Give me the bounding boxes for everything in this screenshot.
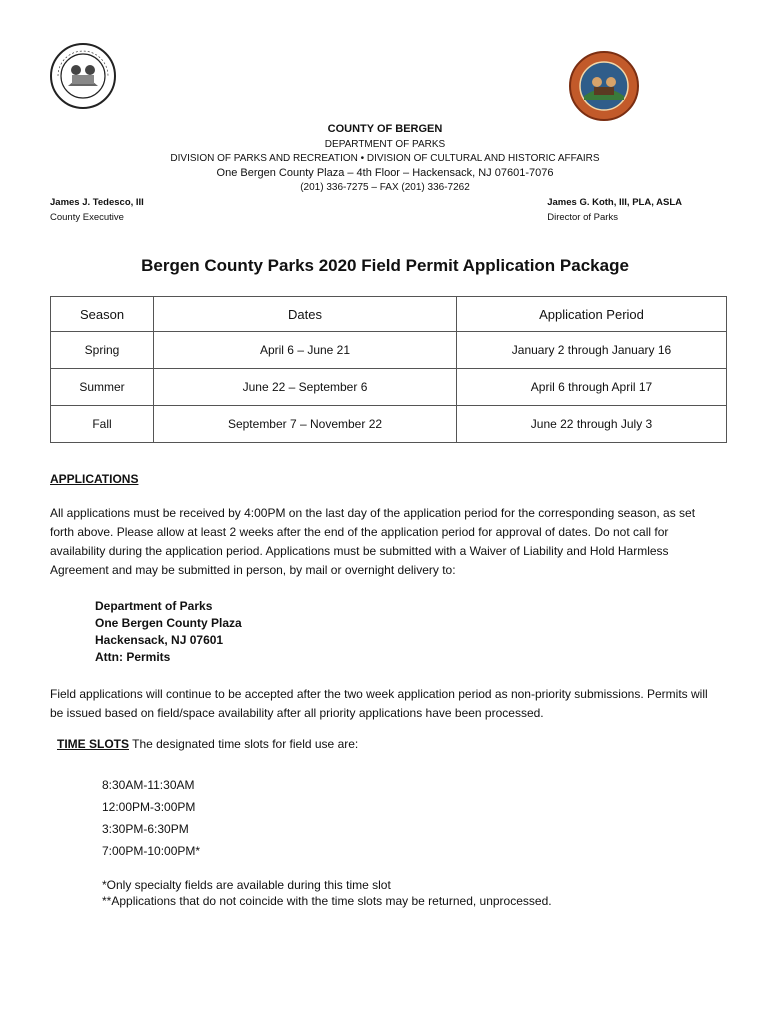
county-seal-logo — [48, 42, 118, 110]
time-slots-intro-text: The designated time slots for field use are: — [132, 737, 359, 751]
table-row — [51, 406, 727, 443]
column-header-application-period: Application Period — [457, 297, 727, 332]
unprocessed-applications-note: **Applications that do not coincide with the time slots may be returned, unprocessed. — [102, 894, 552, 908]
document-title: Bergen County Parks 2020 Field Permit Application Package — [141, 256, 629, 275]
address-line-4: Attn: Permits — [95, 650, 171, 664]
specialty-fields-note: *Only specialty fields are available during this time slot — [102, 878, 391, 892]
list-item: 12:00PM-3:00PM — [102, 800, 196, 814]
application-period-cell: June 22 through July 3 — [457, 406, 727, 443]
list-item: 8:30AM-11:30AM — [102, 778, 195, 792]
time-slots-intro — [57, 737, 358, 751]
department-name: DEPARTMENT OF PARKS — [324, 139, 446, 150]
dates-cell: September 7 – November 22 — [154, 406, 457, 443]
divisions-line: DIVISION OF PARKS AND RECREATION • DIVISION OF CULTURAL AND HISTORIC AFFAIRS — [170, 153, 600, 164]
applications-heading: APPLICATIONS — [50, 472, 139, 486]
applications-paragraph: All applications must be received by 4:00PM on the last day of the application period for the corresponding season, as set forth above. Please allow at least 2 weeks after the end of the application period for approval of dates. Do not call for availability during the application period. Applications must be submitted with a Waiver of Liability and Hold Harmless Agreement and may be submitted in person, by mail or overnight delivery to: — [50, 506, 696, 577]
county-executive-title: County Executive — [50, 212, 124, 223]
mailing-address-block — [95, 598, 242, 666]
list-item: 7:00PM-10:00PM* — [102, 844, 201, 858]
time-slot-notes — [102, 877, 552, 909]
address-line-2: One Bergen County Plaza — [95, 616, 242, 630]
time-slot-list — [102, 777, 200, 865]
season-table — [50, 296, 727, 443]
season-cell: Summer — [51, 369, 154, 406]
dates-cell: June 22 – September 6 — [154, 369, 457, 406]
application-period-cell: April 6 through April 17 — [457, 369, 727, 406]
season-cell: Spring — [51, 332, 154, 369]
phone-line: (201) 336-7275 – FAX (201) 336-7262 — [300, 182, 470, 193]
parks-director-name: James G. Koth, III, PLA, ASLA — [547, 197, 682, 208]
table-row — [51, 332, 727, 369]
parks-director-block — [547, 195, 682, 225]
address-line-1: Department of Parks — [95, 599, 213, 613]
application-period-cell: January 2 through January 16 — [457, 332, 727, 369]
parks-director-title: Director of Parks — [547, 212, 618, 223]
time-slots-label: TIME SLOTS — [57, 737, 129, 751]
dates-cell: April 6 – June 21 — [154, 332, 457, 369]
column-header-dates: Dates — [154, 297, 457, 332]
address-line: One Bergen County Plaza – 4th Floor – Hackensack, NJ 07601-7076 — [216, 167, 554, 179]
table-row — [51, 369, 727, 406]
county-executive-name: James J. Tedesco, III — [50, 197, 144, 208]
address-line-3: Hackensack, NJ 07601 — [95, 633, 224, 647]
non-priority-paragraph: Field applications will continue to be accepted after the two week application period as non-priority submissions. Permits will be issued based on field/space availability after all priority applications have been processed. — [50, 687, 708, 720]
parks-department-seal-logo — [568, 50, 640, 122]
county-name: COUNTY OF BERGEN — [327, 123, 443, 135]
column-header-season: Season — [51, 297, 154, 332]
season-cell: Fall — [51, 406, 154, 443]
county-executive-block — [50, 195, 144, 225]
season-table-header-row — [51, 297, 727, 332]
list-item: 3:30PM-6:30PM — [102, 822, 189, 836]
